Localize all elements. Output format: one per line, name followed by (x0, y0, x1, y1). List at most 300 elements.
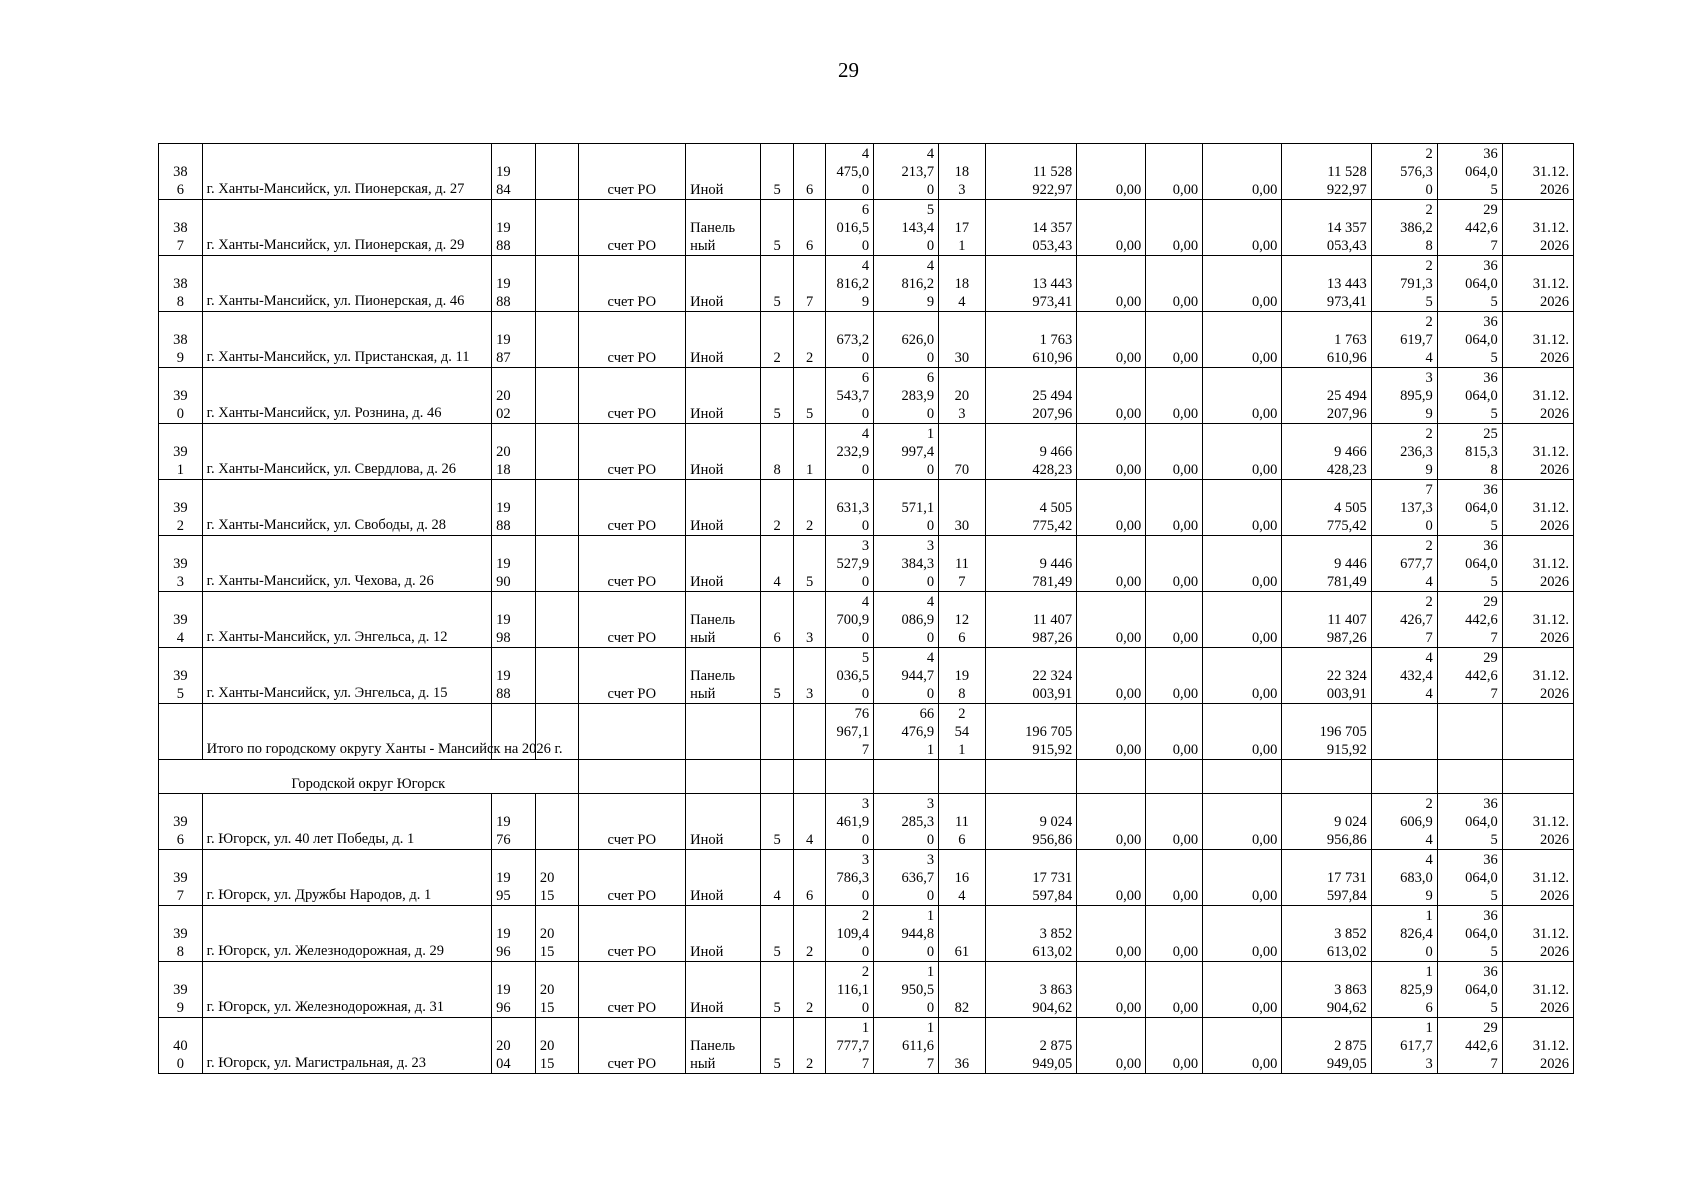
unit-cost: 1 617,7 3 (1371, 1018, 1437, 1074)
cost-zero-3: 0,00 (1203, 200, 1282, 256)
table-row (159, 850, 1574, 906)
residents-count: 82 (939, 962, 986, 1018)
entrances-count: 1 (793, 424, 826, 480)
entrances-count: 4 (793, 794, 826, 850)
row-number: 39 2 (159, 480, 203, 536)
floors-count: 5 (761, 648, 794, 704)
max-unit-cost: 36 064,0 5 (1437, 906, 1502, 962)
area-living: 4 213,7 0 (874, 144, 939, 200)
page-number: 29 (838, 58, 859, 82)
max-unit-cost: 29 442,6 7 (1437, 592, 1502, 648)
year-repair (535, 144, 578, 200)
fund-amount: 11 528 922,97 (1282, 144, 1371, 200)
completion-date: 31.12. 2026 (1502, 962, 1573, 1018)
year-built: 19 88 (492, 256, 536, 312)
entrances-count: 2 (793, 312, 826, 368)
row-number: 39 1 (159, 424, 203, 480)
cost-zero-2: 0,00 (1146, 592, 1203, 648)
wall-material: Иной (686, 536, 761, 592)
year-built: 19 88 (492, 480, 536, 536)
funding-source: счет РО (578, 592, 686, 648)
total-fund: 196 705 915,92 (1282, 704, 1371, 760)
cost-total: 11 407 987,26 (985, 592, 1076, 648)
address-cell: г. Ханты-Мансийск, ул. Рознина, д. 46 (202, 368, 492, 424)
entrances-count: 2 (793, 480, 826, 536)
year-repair: 20 15 (535, 1018, 578, 1074)
row-number: 40 0 (159, 1018, 203, 1074)
cost-zero-1: 0,00 (1077, 256, 1146, 312)
funding-source: счет РО (578, 312, 686, 368)
completion-date: 31.12. 2026 (1502, 850, 1573, 906)
cost-zero-1: 0,00 (1077, 648, 1146, 704)
area-living: 3 285,3 0 (874, 794, 939, 850)
row-number: 38 8 (159, 256, 203, 312)
residents-count: 70 (939, 424, 986, 480)
total-zero-1: 0,00 (1077, 704, 1146, 760)
area-living: 4 086,9 0 (874, 592, 939, 648)
completion-date: 31.12. 2026 (1502, 906, 1573, 962)
row-number: 39 4 (159, 592, 203, 648)
residents-count: 30 (939, 480, 986, 536)
cost-zero-1: 0,00 (1077, 850, 1146, 906)
fund-amount: 4 505 775,42 (1282, 480, 1371, 536)
max-unit-cost: 25 815,3 8 (1437, 424, 1502, 480)
address-cell: г. Югорск, ул. Магистральная, д. 23 (202, 1018, 492, 1074)
max-unit-cost: 29 442,6 7 (1437, 1018, 1502, 1074)
address-cell: г. Ханты-Мансийск, ул. Свердлова, д. 26 (202, 424, 492, 480)
completion-date: 31.12. 2026 (1502, 256, 1573, 312)
completion-date: 31.12. 2026 (1502, 794, 1573, 850)
wall-material: Панель ный (686, 648, 761, 704)
wall-material: Иной (686, 906, 761, 962)
total-cost: 196 705 915,92 (985, 704, 1076, 760)
residents-count: 36 (939, 1018, 986, 1074)
residents-count: 17 1 (939, 200, 986, 256)
cost-zero-2: 0,00 (1146, 536, 1203, 592)
max-unit-cost: 36 064,0 5 (1437, 144, 1502, 200)
cost-zero-2: 0,00 (1146, 144, 1203, 200)
year-built: 20 18 (492, 424, 536, 480)
fund-amount: 9 466 428,23 (1282, 424, 1371, 480)
year-repair: 20 15 (535, 906, 578, 962)
cost-zero-1: 0,00 (1077, 480, 1146, 536)
cost-zero-2: 0,00 (1146, 368, 1203, 424)
max-unit-cost: 36 064,0 5 (1437, 312, 1502, 368)
fund-amount: 1 763 610,96 (1282, 312, 1371, 368)
table-row (159, 906, 1574, 962)
funding-source: счет РО (578, 648, 686, 704)
area-living: 571,1 0 (874, 480, 939, 536)
cost-zero-3: 0,00 (1203, 1018, 1282, 1074)
completion-date: 31.12. 2026 (1502, 592, 1573, 648)
cost-zero-2: 0,00 (1146, 200, 1203, 256)
fund-amount: 14 357 053,43 (1282, 200, 1371, 256)
cost-zero-3: 0,00 (1203, 424, 1282, 480)
unit-cost: 3 895,9 9 (1371, 368, 1437, 424)
max-unit-cost: 36 064,0 5 (1437, 256, 1502, 312)
total-label: Итого по городскому округу Ханты - Мансийск на 2026 г. (202, 704, 492, 760)
completion-date: 31.12. 2026 (1502, 480, 1573, 536)
unit-cost: 7 137,3 0 (1371, 480, 1437, 536)
floors-count: 8 (761, 424, 794, 480)
floors-count: 5 (761, 200, 794, 256)
unit-cost: 2 606,9 4 (1371, 794, 1437, 850)
funding-source: счет РО (578, 962, 686, 1018)
total-area-living: 66 476,9 1 (874, 704, 939, 760)
wall-material: Иной (686, 850, 761, 906)
cost-zero-3: 0,00 (1203, 962, 1282, 1018)
completion-date: 31.12. 2026 (1502, 1018, 1573, 1074)
cost-zero-3: 0,00 (1203, 592, 1282, 648)
cost-zero-2: 0,00 (1146, 906, 1203, 962)
cost-zero-1: 0,00 (1077, 144, 1146, 200)
table-row (159, 794, 1574, 850)
entrances-count: 2 (793, 962, 826, 1018)
cost-zero-1: 0,00 (1077, 424, 1146, 480)
area-living: 1 944,8 0 (874, 906, 939, 962)
entrances-count: 5 (793, 536, 826, 592)
entrances-count: 2 (793, 906, 826, 962)
area-total: 3 786,3 0 (826, 850, 874, 906)
funding-source: счет РО (578, 1018, 686, 1074)
fund-amount: 22 324 003,91 (1282, 648, 1371, 704)
section-block (159, 760, 1574, 794)
total-area-total: 76 967,1 7 (826, 704, 874, 760)
residents-count: 11 7 (939, 536, 986, 592)
cost-zero-3: 0,00 (1203, 906, 1282, 962)
cost-total: 3 863 904,62 (985, 962, 1076, 1018)
wall-material: Панель ный (686, 200, 761, 256)
residents-count: 30 (939, 312, 986, 368)
cost-total: 9 024 956,86 (985, 794, 1076, 850)
cost-zero-3: 0,00 (1203, 648, 1282, 704)
section-header-row (159, 760, 1574, 794)
address-cell: г. Ханты-Мансийск, ул. Пионерская, д. 29 (202, 200, 492, 256)
cost-zero-3: 0,00 (1203, 144, 1282, 200)
cost-total: 1 763 610,96 (985, 312, 1076, 368)
entrances-count: 6 (793, 850, 826, 906)
fund-amount: 3 863 904,62 (1282, 962, 1371, 1018)
yugorsk-rows (159, 794, 1574, 1074)
area-total: 4 232,9 0 (826, 424, 874, 480)
unit-cost: 2 791,3 5 (1371, 256, 1437, 312)
floors-count: 5 (761, 144, 794, 200)
total-zero-3: 0,00 (1203, 704, 1282, 760)
table-row (159, 144, 1574, 200)
unit-cost: 2 426,7 7 (1371, 592, 1437, 648)
wall-material: Иной (686, 962, 761, 1018)
wall-material: Иной (686, 368, 761, 424)
area-living: 1 950,5 0 (874, 962, 939, 1018)
cost-total: 22 324 003,91 (985, 648, 1076, 704)
section-title: Городской округ Югорск (159, 760, 579, 794)
row-number: 38 6 (159, 144, 203, 200)
entrances-count: 6 (793, 144, 826, 200)
floors-count: 5 (761, 962, 794, 1018)
completion-date: 31.12. 2026 (1502, 536, 1573, 592)
unit-cost: 4 432,4 4 (1371, 648, 1437, 704)
year-repair (535, 312, 578, 368)
row-number: 39 7 (159, 850, 203, 906)
floors-count: 4 (761, 850, 794, 906)
address-cell: г. Югорск, ул. Железнодорожная, д. 29 (202, 906, 492, 962)
year-repair (535, 200, 578, 256)
unit-cost: 1 825,9 6 (1371, 962, 1437, 1018)
total-block (159, 704, 1574, 760)
cost-total: 4 505 775,42 (985, 480, 1076, 536)
cost-total: 9 446 781,49 (985, 536, 1076, 592)
cost-zero-1: 0,00 (1077, 536, 1146, 592)
year-repair (535, 648, 578, 704)
address-cell: г. Ханты-Мансийск, ул. Пионерская, д. 27 (202, 144, 492, 200)
completion-date: 31.12. 2026 (1502, 144, 1573, 200)
cost-total: 9 466 428,23 (985, 424, 1076, 480)
area-living: 1 997,4 0 (874, 424, 939, 480)
cost-zero-1: 0,00 (1077, 794, 1146, 850)
area-total: 1 777,7 7 (826, 1018, 874, 1074)
area-living: 3 384,3 0 (874, 536, 939, 592)
address-cell: г. Югорск, ул. Дружбы Народов, д. 1 (202, 850, 492, 906)
table-row (159, 648, 1574, 704)
year-built: 19 88 (492, 200, 536, 256)
cost-zero-3: 0,00 (1203, 536, 1282, 592)
wall-material: Иной (686, 424, 761, 480)
floors-count: 5 (761, 368, 794, 424)
address-cell: г. Ханты-Мансийск, ул. Свободы, д. 28 (202, 480, 492, 536)
cost-zero-2: 0,00 (1146, 850, 1203, 906)
row-number: 39 9 (159, 962, 203, 1018)
address-cell: г. Ханты-Мансийск, ул. Чехова, д. 26 (202, 536, 492, 592)
unit-cost: 2 236,3 9 (1371, 424, 1437, 480)
cost-total: 17 731 597,84 (985, 850, 1076, 906)
wall-material: Иной (686, 480, 761, 536)
funding-source: счет РО (578, 794, 686, 850)
total-residents: 2 54 1 (939, 704, 986, 760)
area-total: 4 700,9 0 (826, 592, 874, 648)
year-built: 20 04 (492, 1018, 536, 1074)
year-repair (535, 368, 578, 424)
year-built: 19 90 (492, 536, 536, 592)
address-cell: г. Югорск, ул. Железнодорожная, д. 31 (202, 962, 492, 1018)
max-unit-cost: 36 064,0 5 (1437, 536, 1502, 592)
completion-date: 31.12. 2026 (1502, 312, 1573, 368)
funding-source: счет РО (578, 480, 686, 536)
funding-source: счет РО (578, 906, 686, 962)
entrances-count: 2 (793, 1018, 826, 1074)
table-row (159, 480, 1574, 536)
fund-amount: 17 731 597,84 (1282, 850, 1371, 906)
entrances-count: 3 (793, 648, 826, 704)
year-built: 19 96 (492, 962, 536, 1018)
cost-zero-2: 0,00 (1146, 1018, 1203, 1074)
housing-register-table (158, 143, 1574, 1074)
address-cell: г. Ханты-Мансийск, ул. Энгельса, д. 15 (202, 648, 492, 704)
area-total: 6 016,5 0 (826, 200, 874, 256)
cost-total: 13 443 973,41 (985, 256, 1076, 312)
residents-count: 16 4 (939, 850, 986, 906)
unit-cost: 2 677,7 4 (1371, 536, 1437, 592)
max-unit-cost: 36 064,0 5 (1437, 480, 1502, 536)
residents-count: 12 6 (939, 592, 986, 648)
residents-count: 18 3 (939, 144, 986, 200)
year-built: 19 76 (492, 794, 536, 850)
area-living: 4 944,7 0 (874, 648, 939, 704)
area-total: 673,2 0 (826, 312, 874, 368)
table-row (159, 962, 1574, 1018)
year-built: 19 87 (492, 312, 536, 368)
cost-zero-1: 0,00 (1077, 1018, 1146, 1074)
area-living: 4 816,2 9 (874, 256, 939, 312)
area-total: 5 036,5 0 (826, 648, 874, 704)
cost-total: 25 494 207,96 (985, 368, 1076, 424)
table-row (159, 312, 1574, 368)
row-number: 39 8 (159, 906, 203, 962)
cost-total: 14 357 053,43 (985, 200, 1076, 256)
floors-count: 4 (761, 536, 794, 592)
area-total: 4 816,2 9 (826, 256, 874, 312)
cost-zero-1: 0,00 (1077, 312, 1146, 368)
max-unit-cost: 36 064,0 5 (1437, 962, 1502, 1018)
table-row (159, 592, 1574, 648)
address-cell: г. Ханты-Мансийск, ул. Пионерская, д. 46 (202, 256, 492, 312)
table-row (159, 368, 1574, 424)
year-repair (535, 536, 578, 592)
unit-cost: 2 386,2 8 (1371, 200, 1437, 256)
area-living: 5 143,4 0 (874, 200, 939, 256)
entrances-count: 6 (793, 200, 826, 256)
unit-cost: 2 619,7 4 (1371, 312, 1437, 368)
area-living: 3 636,7 0 (874, 850, 939, 906)
cost-total: 2 875 949,05 (985, 1018, 1076, 1074)
row-number: 39 6 (159, 794, 203, 850)
area-total: 631,3 0 (826, 480, 874, 536)
cost-zero-3: 0,00 (1203, 794, 1282, 850)
cost-zero-2: 0,00 (1146, 256, 1203, 312)
cost-zero-3: 0,00 (1203, 480, 1282, 536)
fund-amount: 3 852 613,02 (1282, 906, 1371, 962)
floors-count: 5 (761, 906, 794, 962)
area-total: 3 527,9 0 (826, 536, 874, 592)
total-num-cell (159, 704, 203, 760)
fund-amount: 2 875 949,05 (1282, 1018, 1371, 1074)
entrances-count: 3 (793, 592, 826, 648)
cost-zero-2: 0,00 (1146, 480, 1203, 536)
wall-material: Иной (686, 144, 761, 200)
max-unit-cost: 36 064,0 5 (1437, 794, 1502, 850)
wall-material: Панель ный (686, 592, 761, 648)
funding-source: счет РО (578, 424, 686, 480)
row-number: 39 5 (159, 648, 203, 704)
residents-count: 19 8 (939, 648, 986, 704)
unit-cost: 4 683,0 9 (1371, 850, 1437, 906)
year-repair (535, 256, 578, 312)
address-cell: г. Югорск, ул. 40 лет Победы, д. 1 (202, 794, 492, 850)
residents-count: 61 (939, 906, 986, 962)
floors-count: 5 (761, 1018, 794, 1074)
residents-count: 11 6 (939, 794, 986, 850)
cost-zero-3: 0,00 (1203, 256, 1282, 312)
cost-zero-1: 0,00 (1077, 368, 1146, 424)
year-repair (535, 592, 578, 648)
cost-total: 11 528 922,97 (985, 144, 1076, 200)
max-unit-cost: 36 064,0 5 (1437, 368, 1502, 424)
row-number: 39 3 (159, 536, 203, 592)
funding-source: счет РО (578, 368, 686, 424)
year-built: 20 02 (492, 368, 536, 424)
cost-zero-2: 0,00 (1146, 962, 1203, 1018)
year-repair: 20 15 (535, 962, 578, 1018)
wall-material: Иной (686, 794, 761, 850)
area-total: 4 475,0 0 (826, 144, 874, 200)
unit-cost: 2 576,3 0 (1371, 144, 1437, 200)
city-rows (159, 144, 1574, 704)
table-row (159, 200, 1574, 256)
floors-count: 5 (761, 794, 794, 850)
address-cell: г. Ханты-Мансийск, ул. Пристанская, д. 11 (202, 312, 492, 368)
address-cell: г. Ханты-Мансийск, ул. Энгельса, д. 12 (202, 592, 492, 648)
table-row (159, 256, 1574, 312)
max-unit-cost: 29 442,6 7 (1437, 648, 1502, 704)
completion-date: 31.12. 2026 (1502, 648, 1573, 704)
completion-date: 31.12. 2026 (1502, 424, 1573, 480)
residents-count: 18 4 (939, 256, 986, 312)
year-built: 19 88 (492, 648, 536, 704)
wall-material: Иной (686, 256, 761, 312)
entrances-count: 7 (793, 256, 826, 312)
wall-material: Иной (686, 312, 761, 368)
area-total: 6 543,7 0 (826, 368, 874, 424)
row-number: 38 9 (159, 312, 203, 368)
entrances-count: 5 (793, 368, 826, 424)
area-living: 626,0 0 (874, 312, 939, 368)
fund-amount: 9 446 781,49 (1282, 536, 1371, 592)
wall-material: Панель ный (686, 1018, 761, 1074)
total-row (159, 704, 1574, 760)
area-total: 2 116,1 0 (826, 962, 874, 1018)
year-built: 19 95 (492, 850, 536, 906)
floors-count: 2 (761, 312, 794, 368)
year-repair: 20 15 (535, 850, 578, 906)
funding-source: счет РО (578, 536, 686, 592)
funding-source: счет РО (578, 850, 686, 906)
table-row (159, 536, 1574, 592)
year-repair (535, 480, 578, 536)
cost-zero-2: 0,00 (1146, 794, 1203, 850)
unit-cost: 1 826,4 0 (1371, 906, 1437, 962)
cost-zero-3: 0,00 (1203, 368, 1282, 424)
cost-zero-3: 0,00 (1203, 312, 1282, 368)
year-repair (535, 794, 578, 850)
cost-zero-2: 0,00 (1146, 424, 1203, 480)
fund-amount: 11 407 987,26 (1282, 592, 1371, 648)
total-zero-2: 0,00 (1146, 704, 1203, 760)
funding-source: счет РО (578, 200, 686, 256)
funding-source: счет РО (578, 256, 686, 312)
fund-amount: 9 024 956,86 (1282, 794, 1371, 850)
table-row (159, 424, 1574, 480)
year-built: 19 84 (492, 144, 536, 200)
year-repair (535, 424, 578, 480)
row-number: 39 0 (159, 368, 203, 424)
completion-date: 31.12. 2026 (1502, 200, 1573, 256)
funding-source: счет РО (578, 144, 686, 200)
cost-total: 3 852 613,02 (985, 906, 1076, 962)
cost-zero-2: 0,00 (1146, 312, 1203, 368)
floors-count: 6 (761, 592, 794, 648)
fund-amount: 13 443 973,41 (1282, 256, 1371, 312)
fund-amount: 25 494 207,96 (1282, 368, 1371, 424)
max-unit-cost: 29 442,6 7 (1437, 200, 1502, 256)
